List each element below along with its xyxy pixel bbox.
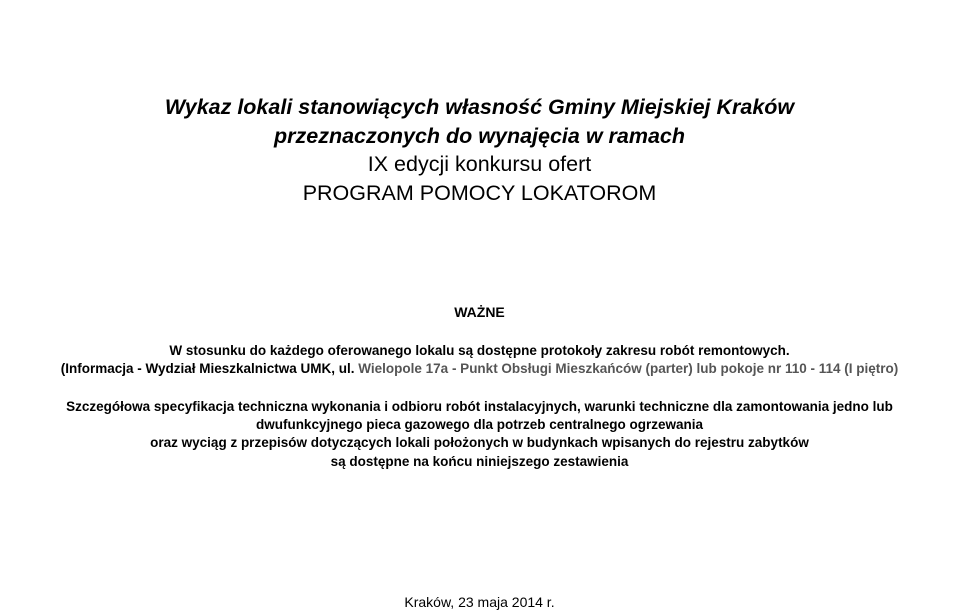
title-line-4: PROGRAM POMOCY LOKATOROM: [302, 180, 657, 205]
title-line-1: Wykaz lokali stanowiących własność Gminy Miejskiej Kraków: [164, 95, 795, 119]
title-line-3: IX edycji konkursu ofert: [367, 152, 592, 176]
notice-line-2-start: (Informacja - Wydział Mieszkalnictwa UMK, ul.: [60, 361, 355, 376]
notice-heading: WAŻNE: [454, 304, 505, 320]
specification-text: [0, 398, 959, 471]
footer-date: Kraków, 23 maja 2014 r.: [404, 594, 555, 610]
spec-line-1: Szczegółowa specyfikacja techniczna wykonania i odbioru robót instalacyjnych, warunki techniczne dla zamontowania jedno lub: [66, 399, 893, 414]
notice-line-1: W stosunku do każdego oferowanego lokalu są dostępne protokoły zakresu robót remontowych.: [169, 343, 790, 358]
notice-text: [0, 342, 959, 378]
document-title: [0, 93, 959, 207]
spec-line-4: są dostępne na końcu niniejszego zestawienia: [330, 453, 629, 469]
notice-line-2: [0, 360, 959, 378]
spec-line-2: dwufunkcyjnego pieca gazowego dla potrzeb centralnego ogrzewania: [255, 417, 704, 433]
title-line-2: przeznaczonych do wynajęcia w ramach: [273, 123, 686, 148]
spec-line-3: oraz wyciąg z przepisów dotyczących lokali położonych w budynkach wpisanych do rejestru zabytków: [150, 435, 809, 451]
notice-line-2-rest: Wielopole 17a - Punkt Obsługi Mieszkańców (parter) lub pokoje nr 110 - 114 (I piętro): [354, 361, 899, 376]
